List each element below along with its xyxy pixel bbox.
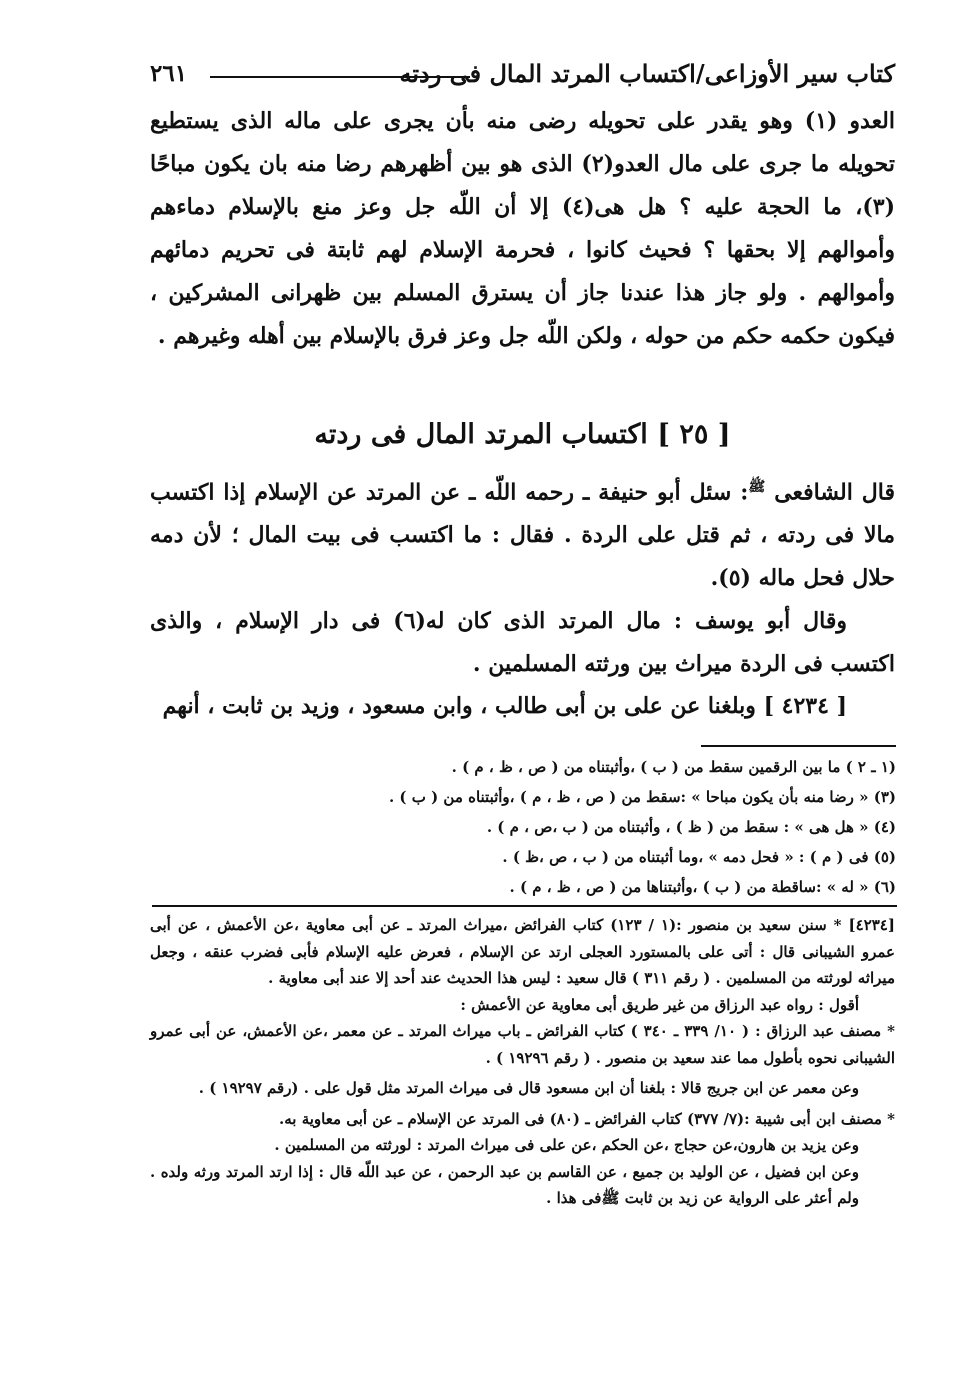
hadith-note-source <box>150 1106 895 1133</box>
paragraph-continuation: العدو (١) وهو يقدر على تحويله رضى منه بأن يجرى على ماله الذى يستطيع تحويله ما جرى على مال العدو(٢) الذى هو بين أظهرهم رضا منه بان يكون مباحًا (٣)، ما الحجة عليه ؟ هل هى(٤) إلا أن اللّه جل وعز منع بالإسلام دماءهم وأموالهم إلا بحقها ؟ فحيث كانوا ، فحرمة الإسلام لهم ثابتة فى تحريم دمائهم وأموالهم . ولو جاز هذا عندنا جاز أن يسترق المسلم بين ظهرانى المشركين ، فيكون حكمه حكم من حوله ، ولكن اللّه جل وعز فرق بالإسلام بين أهله وغيرهم . <box>150 108 896 349</box>
hadith-note-text: :(٧/ ٣٧٧) كتاب الفرائض ـ (٨٠) فى المرتد عن الإسلام ـ عن أبى معاوية به. <box>279 1109 750 1128</box>
hadith-note-text: وعن يزيد بن هارون،عن حجاج ،عن الحكم ،عن على فى ميراث المرتد : لورثته من المسلمين . <box>274 1136 859 1154</box>
hadith-note-text: وعن معمر عن ابن جريج قالا : بلغنا أن ابن مسعود قال فى ميراث المرتد مثل قول على . (رقم ١٩٢٩٧ ) . <box>198 1079 859 1097</box>
header-title: كتاب سير الأوزاعى/اكتساب المرتد المال فى ردته <box>399 59 895 88</box>
footnote-item: (٦) « له » :ساقطة من ( ب ) ،وأثبتناها من ( ص ، ظ ، م ) . <box>509 878 896 896</box>
paragraph-abu-yusuf <box>150 600 895 686</box>
hadith-note-text: : ( ١٠/ ٣٣٩ ـ ٣٤٠ ) كتاب الفرائض ـ باب ميراث المرتد ـ عن معمر ،عن الأعمش، عن أبى عمرو الشيبانى نحوه بأطول مما عند سعيد بن منصور . ( رقم ١٩٢٩٦ ) . <box>150 1022 895 1067</box>
footnote-item: (١ ـ ٢ ) ما بين الرقمين سقط من ( ب ) ،وأثبتناه من ( ص ، ظ ، م ) . <box>451 758 896 776</box>
hadith-notes <box>150 912 895 1212</box>
honorific-glyph: ﷺ <box>748 479 766 495</box>
footnote-rule <box>701 745 896 747</box>
paragraph-hadith-4234 <box>150 685 895 728</box>
hadith-note-number: [٤٢٣٤] <box>848 916 895 934</box>
footnote-item: (٥) فى ( م ) : « فحل دمه » ،وما أثبتناه من ( ب ، ص ،ظ ) . <box>502 848 896 866</box>
hadith-note-tag: * مصنف ابن أبى شيبة <box>754 1109 895 1128</box>
paragraph-lead: قال الشافعى <box>774 479 895 506</box>
hadith-note-comment: أقول : رواه عبد الرزاق من غير طريق أبى معاوية عن الأعمش : <box>460 995 859 1014</box>
paragraph-text: وقال أبو يوسف : مال المرتد الذى كان له(٦) فى دار الإسلام ، والذى اكتسب فى الردة ميراث بين ورثته المسلمين . <box>150 608 895 677</box>
footnotes-list <box>151 752 896 902</box>
hadith-number: [ ٤٢٣٤ ] <box>763 693 847 719</box>
hadith-note-text: * سنن سعيد بن منصور :(١ / ١٢٣) كتاب الفرائض ،ميراث المرتد ـ عن أبى معاوية ،عن الأعمش ، عن أبى عمرو الشيبانى قال : أتى على بالمستورد العجلى ارتد عن الإسلام ، فعرض عليه الإسلام فأبى فضرب عنقه ، وجعل ميراثه لورثته من المسلمين . ( رقم ٣١١ ) قال سعيد : ليس هذا الحديث عند أحد إلا عند أبى معاوية . <box>150 916 895 987</box>
footnote-item: (٤) « هل هى » : سقط من ( ظ ) ، وأثبتناه من ( ب ،ص ، م ) . <box>486 818 896 836</box>
hadith-note-source <box>150 1018 895 1071</box>
hadith-note-source <box>150 912 895 992</box>
paragraph-text: : سئل أبو حنيفة ـ رحمه اللّه ـ عن المرتد عن الإسلام إذا اكتسب مالا فى ردته ، ثم قتل على الردة . فقال : ما اكتسب فى بيت المال ؛ لأن دمه حلال فحل ماله (٥). <box>150 479 895 592</box>
running-header <box>150 58 895 94</box>
hadith-note-text: وعن ابن فضيل ، عن الوليد بن جميع ، عن القاسم بن عبد الرحمن ، عن عبد اللّه قال : إذا ارتد المرتد ورثه ولده . ولم أعثر على الرواية عن زيد بن ثابت ﷺفى هذا . <box>150 1162 859 1207</box>
footnote-item: (٣) « رضا منه بأن يكون مباحا » :سقط من ( ص ، ظ ، م ) ،وأثبتناه من ( ب ) . <box>388 788 896 806</box>
section-heading: [ ٢٥ ] اكتساب المرتد المال فى ردته <box>314 419 731 450</box>
paragraph-shafii <box>150 466 895 600</box>
hadith-note-tag: * مصنف عبد الرزاق <box>766 1022 895 1040</box>
page-number: ٢٦١ <box>150 60 188 87</box>
paragraph-text: وبلغنا عن على بن أبى طالب ، وابن مسعود ، وزيد بن ثابت ، أنهم <box>162 693 756 719</box>
hadith-notes-rule <box>152 905 897 907</box>
